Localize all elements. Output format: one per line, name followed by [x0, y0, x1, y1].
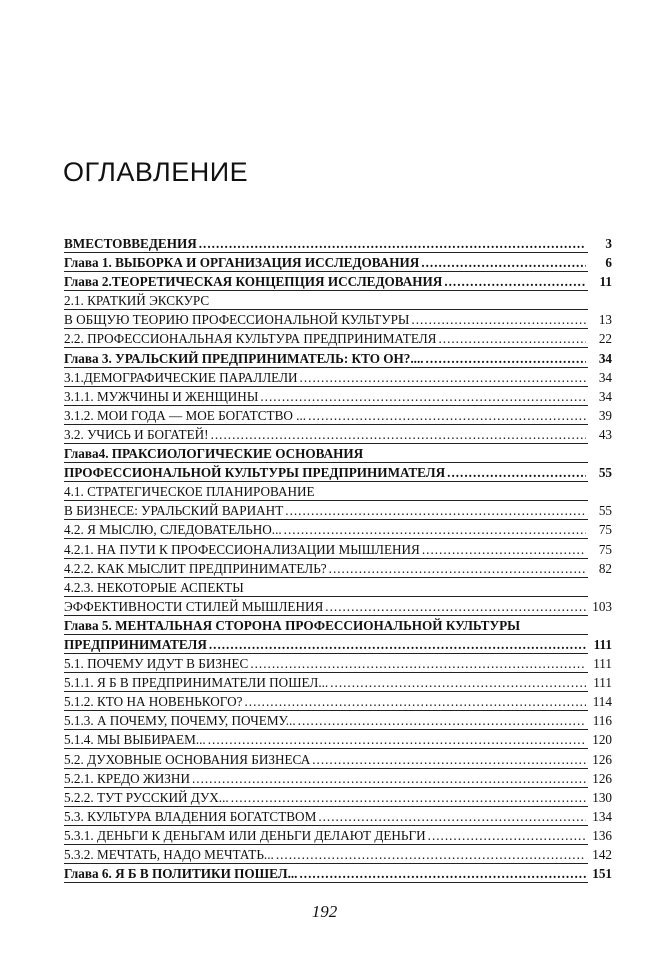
toc-entry-line: [64, 387, 588, 406]
toc-entry-page: 34: [598, 369, 612, 385]
toc-entry-line: [64, 329, 588, 348]
toc-entry-page: 39: [598, 407, 612, 423]
toc-entry-title: В БИЗНЕСЕ: УРАЛЬСКИЙ ВАРИАНТ: [64, 503, 284, 519]
dot-leader: [308, 406, 586, 425]
dot-leader: [421, 253, 586, 272]
dot-leader: [299, 864, 586, 883]
toc-entry-line: [64, 730, 588, 749]
toc-entry-title: 5.3.2. МЕЧТАТЬ, НАДО МЕЧТАТЬ...: [64, 847, 274, 862]
toc-entry-page: 3: [605, 236, 612, 251]
dot-leader: [300, 368, 586, 387]
toc-entry-line: [64, 711, 588, 730]
toc-entry-page: 34: [598, 350, 612, 366]
page-title: ОГЛАВЛЕНИЕ: [63, 157, 249, 187]
toc-entry-page: 43: [598, 426, 612, 442]
dot-leader: [312, 750, 586, 769]
toc-entry-title: ВМЕСТОВВЕДЕНИЯ: [64, 236, 197, 251]
toc-entry-title: 3.1.ДЕМОГРАФИЧЕСКИЕ ПАРАЛЛЕЛИ: [64, 369, 298, 385]
toc-entry-page: 114: [592, 694, 612, 710]
dot-leader: [231, 788, 586, 807]
dot-leader: [444, 272, 586, 291]
toc-entry-page: 130: [592, 789, 612, 805]
toc-entry-line: [64, 406, 588, 425]
toc-entry-title: 3.1.2. МОИ ГОДА — МОЕ БОГАТСТВО ...: [64, 407, 307, 423]
toc-entry-title: ПРОФЕССИОНАЛЬНОЙ КУЛЬТУРЫ ПРЕДПРИНИМАТЕЛЯ: [64, 465, 446, 481]
toc-entry-page: 22: [598, 331, 612, 347]
dot-leader: [285, 501, 586, 520]
toc-entry-title: 5.1.4. МЫ ВЫБИРАЕМ...: [64, 732, 206, 748]
toc-entry: [64, 730, 612, 749]
toc-entry-page: 116: [592, 713, 612, 729]
toc-entry: [64, 406, 612, 425]
toc-entry: [64, 425, 612, 444]
dot-leader: [208, 730, 586, 749]
toc-entry-page: 103: [592, 598, 612, 614]
toc-chapter-entry: [64, 864, 612, 883]
toc-entry-line: [64, 368, 588, 387]
toc-entry-title: 4.1. СТРАТЕГИЧЕСКОЕ ПЛАНИРОВАНИЕ: [64, 484, 315, 500]
toc-entry-title: 5.2.1. КРЕДО ЖИЗНИ: [64, 770, 190, 786]
toc-entry-title: 2.2. ПРОФЕССИОНАЛЬНАЯ КУЛЬТУРА ПРЕДПРИНИМАТЕЛЯ: [64, 331, 437, 347]
dot-leader: [329, 559, 586, 578]
toc-entry-line: [64, 864, 588, 883]
toc-entry-line: [64, 310, 588, 329]
toc-entry-title: 4.2. Я МЫСЛЮ, СЛЕДОВАТЕЛЬНО...: [64, 522, 282, 538]
dot-leader: [250, 654, 586, 673]
toc-entry-page: 136: [592, 827, 612, 843]
toc-entry-line: [64, 234, 588, 253]
toc-entry-line: [64, 750, 588, 769]
toc-entry-title: Глава 2.ТЕОРЕТИЧЕСКАЯ КОНЦЕПЦИЯ ИССЛЕДОВАНИЯ: [64, 274, 443, 290]
toc-entry-line: [64, 578, 588, 597]
dot-leader: [428, 826, 586, 845]
toc-entry-line: [64, 253, 588, 272]
toc-entry: [64, 826, 612, 845]
toc-entry-title: Глава 5. МЕНТАЛЬНАЯ СТОРОНА ПРОФЕССИОНАЛЬНОЙ КУЛЬТУРЫ: [64, 617, 521, 633]
toc-entry-title: Глава 6. Я Б В ПОЛИТИКИ ПОШЕЛ...: [64, 866, 298, 882]
toc-entry-title: 5.2. ДУХОВНЫЕ ОСНОВАНИЯ БИЗНЕСА: [64, 751, 311, 767]
toc-entry-page: 134: [592, 808, 612, 824]
toc-entry-line: [64, 616, 588, 635]
toc-entry-page: 120: [592, 732, 612, 748]
toc-entry-title: 4.2.2. КАК МЫСЛИТ ПРЕДПРИНИМАТЕЛЬ?: [64, 560, 327, 576]
toc-entry-title: 5.1. ПОЧЕМУ ИДУТ В БИЗНЕС: [64, 656, 249, 672]
toc-entry-title: Глава 3. УРАЛЬСКИЙ ПРЕДПРИНИМАТЕЛЬ: КТО ОН?....: [64, 350, 424, 366]
toc-entry-line: [64, 673, 588, 692]
page-number: 192: [311, 902, 338, 921]
toc-entry-line: [64, 826, 588, 845]
toc-entry-page: 75: [598, 522, 612, 538]
toc-entry-title: 5.1.1. Я Б В ПРЕДПРИНИМАТЕЛИ ПОШЕЛ...: [64, 675, 329, 691]
dot-leader: [298, 711, 586, 730]
toc-entry-line: [64, 272, 588, 291]
toc-entry-line: [64, 788, 588, 807]
toc-entry-title: 2.1. КРАТКИЙ ЭКСКУРС: [64, 293, 210, 309]
toc-entry-line: [64, 463, 588, 482]
toc-entry-line: [64, 635, 588, 654]
dot-leader: [284, 520, 586, 539]
toc-entry: [64, 482, 612, 501]
toc-entry: [64, 291, 612, 310]
toc-entry-page: 75: [598, 541, 612, 557]
toc-entry-line: [64, 520, 588, 539]
toc-entry-title: 5.1.2. КТО НА НОВЕНЬКОГО?: [64, 694, 243, 710]
dot-leader: [411, 310, 586, 329]
toc-entry-page: 126: [592, 770, 612, 786]
toc-entry-title: 3.1.1. МУЖЧИНЫ И ЖЕНЩИНЫ: [64, 388, 259, 404]
toc-entry: [64, 845, 612, 864]
toc-chapter-entry: [64, 463, 612, 482]
toc-chapter-entry: [64, 349, 612, 368]
toc-entry-page: 82: [598, 560, 612, 576]
toc-entry: [64, 711, 612, 730]
toc-entry-line: [64, 291, 588, 310]
toc-entry-page: 13: [598, 312, 612, 328]
toc-entry: [64, 654, 612, 673]
toc-entry-page: 34: [598, 388, 612, 404]
toc-chapter-entry: [64, 444, 612, 463]
dot-leader: [211, 425, 586, 444]
dot-leader: [276, 845, 586, 864]
toc-chapter-entry: [64, 616, 612, 635]
toc-entry: [64, 501, 612, 520]
dot-leader: [438, 329, 586, 348]
toc-entry-page: 55: [598, 465, 612, 481]
dot-leader: [244, 692, 586, 711]
toc-entry: [64, 597, 612, 616]
toc-entry-page: 151: [592, 866, 612, 882]
toc-entry-page: 111: [593, 656, 612, 672]
toc-entry: [64, 310, 612, 329]
toc-entry-line: [64, 559, 588, 578]
toc-chapter-entry: [64, 272, 612, 291]
toc-entry-page: 6: [605, 255, 612, 271]
dot-leader: [422, 540, 586, 559]
toc-entry: [64, 750, 612, 769]
toc-entry-title: 4.2.1. НА ПУТИ К ПРОФЕССИОНАЛИЗАЦИИ МЫШЛЕНИЯ: [64, 541, 420, 557]
toc-chapter-entry: [64, 234, 612, 253]
toc-chapter-entry: [64, 253, 612, 272]
toc-entry-line: [64, 349, 588, 368]
toc-entry-line: [64, 425, 588, 444]
toc-entry: [64, 368, 612, 387]
toc-entry-title: 5.3.1. ДЕНЬГИ К ДЕНЬГАМ ИЛИ ДЕНЬГИ ДЕЛАЮТ ДЕНЬГИ: [64, 827, 426, 843]
toc-entry: [64, 769, 612, 788]
toc-chapter-entry: [64, 635, 612, 654]
toc-entry-page: 126: [592, 751, 612, 767]
toc-entry: [64, 329, 612, 348]
toc-entry-title: 5.2.2. ТУТ РУССКИЙ ДУХ...: [64, 789, 229, 805]
toc-entry-page: 111: [593, 636, 612, 652]
toc-entry-title: 4.2.3. НЕКОТОРЫЕ АСПЕКТЫ: [64, 579, 244, 595]
dot-leader: [199, 234, 586, 253]
toc-entry: [64, 578, 612, 597]
toc-entry: [64, 692, 612, 711]
toc-entry: [64, 559, 612, 578]
toc-entry: [64, 387, 612, 406]
toc-entry-title: 3.2. УЧИСЬ И БОГАТЕЙ!: [64, 426, 209, 442]
toc-entry-line: [64, 845, 588, 864]
toc-entry-title: 5.3. КУЛЬТУРА ВЛАДЕНИЯ БОГАТСТВОМ: [64, 808, 317, 824]
toc-entry: [64, 520, 612, 539]
toc-entry-line: [64, 807, 588, 826]
toc-entry: [64, 673, 612, 692]
toc-entry-page: 111: [593, 675, 612, 691]
dot-leader: [447, 463, 586, 482]
toc-entry: [64, 540, 612, 559]
dot-leader: [192, 769, 586, 788]
toc-entry-title: ЭФФЕКТИВНОСТИ СТИЛЕЙ МЫШЛЕНИЯ: [64, 598, 324, 614]
toc-entry-title: Глава 1. ВЫБОРКА И ОРГАНИЗАЦИЯ ИССЛЕДОВАНИЯ: [64, 255, 420, 271]
toc-entry-title: ПРЕДПРИНИМАТЕЛЯ: [64, 636, 207, 652]
toc-entry-page: 142: [592, 847, 612, 862]
toc-entry-title: В ОБЩУЮ ТЕОРИЮ ПРОФЕССИОНАЛЬНОЙ КУЛЬТУРЫ: [64, 312, 410, 328]
toc-entry-line: [64, 540, 588, 559]
toc-entry: [64, 788, 612, 807]
dot-leader: [330, 673, 586, 692]
dot-leader: [426, 349, 586, 368]
dot-leader: [325, 597, 586, 616]
toc-entry-line: [64, 482, 588, 501]
toc-entry-page: 11: [599, 274, 612, 290]
toc-entry-line: [64, 597, 588, 616]
toc-entry: [64, 807, 612, 826]
toc-entry-line: [64, 501, 588, 520]
table-of-contents: [64, 234, 612, 883]
dot-leader: [318, 807, 586, 826]
toc-entry-page: 55: [598, 503, 612, 519]
dot-leader: [260, 387, 586, 406]
toc-entry-line: [64, 444, 588, 463]
toc-entry-title: Глава4. ПРАКСИОЛОГИЧЕСКИЕ ОСНОВАНИЯ: [64, 446, 364, 462]
toc-entry-line: [64, 769, 588, 788]
toc-entry-title: 5.1.3. А ПОЧЕМУ, ПОЧЕМУ, ПОЧЕМУ...: [64, 713, 296, 729]
toc-entry-line: [64, 654, 588, 673]
dot-leader: [209, 635, 586, 654]
toc-entry-line: [64, 692, 588, 711]
